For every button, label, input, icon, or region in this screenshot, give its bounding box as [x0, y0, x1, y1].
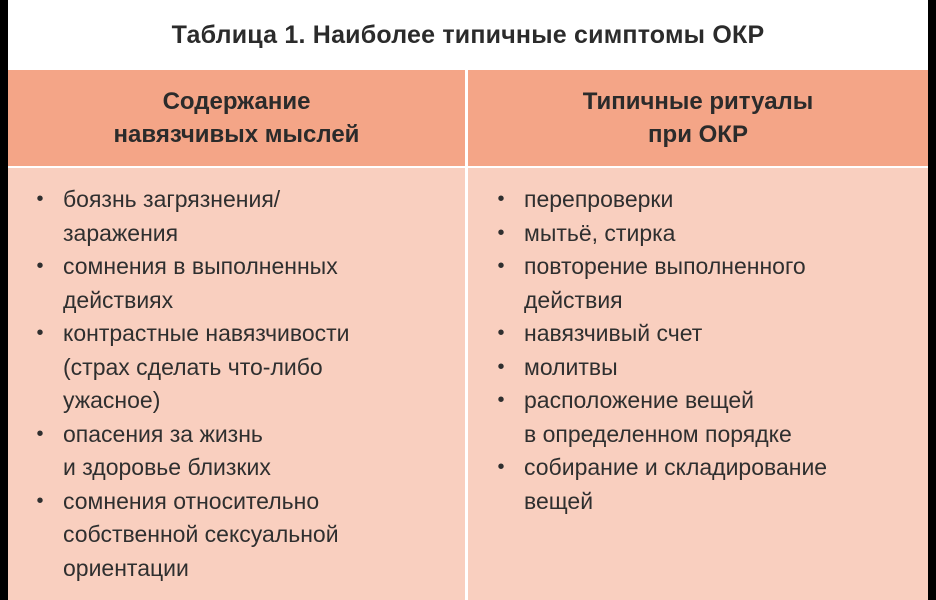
list-item-text: молитвы [524, 353, 618, 380]
header-cell-thoughts [8, 70, 465, 166]
list-item [491, 451, 911, 518]
bullet-icon: • [497, 322, 505, 344]
bullet-icon: • [497, 389, 505, 411]
list-item [30, 317, 450, 418]
list-item [491, 317, 911, 351]
list-item-text: опасения за жизнь [63, 420, 263, 447]
bullet-icon: • [497, 456, 505, 478]
bullet-icon: • [36, 322, 44, 344]
bullet-icon: • [497, 221, 505, 244]
header-line: навязчивых мыслей [113, 121, 360, 148]
list-item-text: ужасное) [63, 387, 161, 413]
list-item-text: действиях [63, 286, 174, 313]
list-item [491, 384, 911, 451]
list-item-text: ориентации [63, 554, 189, 581]
list-item [30, 418, 450, 485]
list-item [491, 351, 911, 385]
bullet-icon: • [36, 489, 44, 512]
list-item [491, 183, 911, 217]
bullet-icon: • [36, 188, 44, 210]
header-line: Типичные ритуалы [582, 88, 814, 115]
list-item-text: повторение выполненного [524, 253, 806, 279]
thoughts-list [30, 183, 450, 585]
list-item-text: контрастные навязчивости [63, 320, 350, 346]
bullet-icon: • [36, 255, 44, 277]
list-item-text: действия [524, 286, 623, 313]
list-item-text: перепроверки [524, 186, 674, 212]
symptoms-table [8, 70, 928, 600]
document-page [8, 0, 928, 600]
table-title: Таблица 1. Наиболее типичные симптомы ОКР [171, 20, 765, 49]
bullet-icon: • [497, 355, 505, 378]
list-item-text: (страх сделать что-либо [63, 353, 323, 380]
header-line: при ОКР [648, 121, 748, 148]
list-item [30, 485, 450, 586]
list-item [491, 217, 911, 251]
list-item-text: сомнения относительно [63, 487, 320, 514]
header-line: Содержание [162, 88, 311, 115]
row-divider [8, 166, 928, 168]
list-item-text: сомнения в выполненных [63, 253, 338, 279]
list-item [30, 183, 450, 250]
list-item-text: боязнь загрязнения/ [63, 186, 281, 212]
list-item-text: мытьё, стирка [524, 219, 676, 246]
list-item-text: в определенном порядке [524, 420, 792, 447]
list-item-text: расположение вещей [524, 387, 754, 413]
bullet-icon: • [497, 255, 505, 277]
list-item-text: заражения [63, 219, 179, 246]
list-item-text: собственной сексуальной [63, 521, 339, 547]
bullet-icon: • [497, 188, 505, 210]
bullet-icon: • [36, 422, 44, 445]
list-item-text: навязчивый счет [524, 320, 703, 346]
list-item-text: и здоровье близких [63, 454, 271, 480]
list-item [491, 250, 911, 317]
list-item-text: вещей [524, 487, 594, 514]
rituals-list [491, 183, 911, 518]
list-item [30, 250, 450, 317]
header-cell-rituals [468, 70, 928, 166]
list-item-text: собирание и складирование [524, 454, 828, 480]
